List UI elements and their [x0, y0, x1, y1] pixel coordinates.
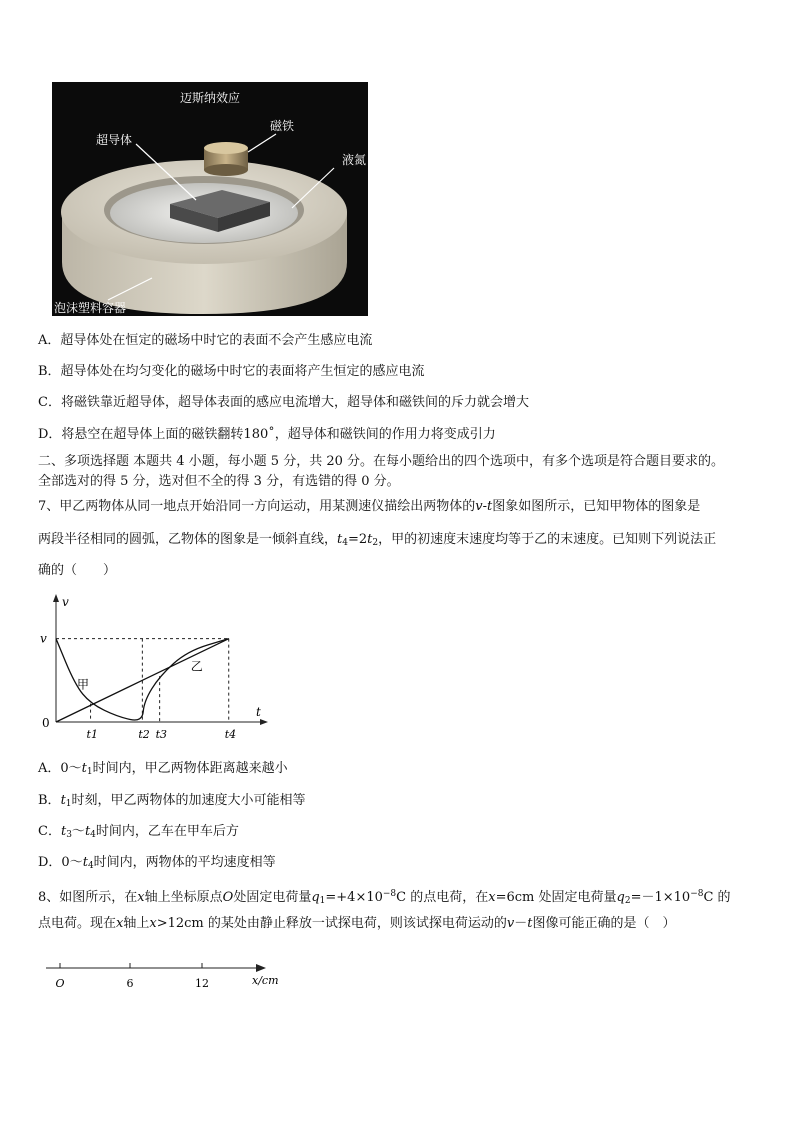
- vt-chart: [30, 592, 280, 742]
- x-axis-figure: [40, 958, 290, 994]
- q8-line2: 点电荷。现在x轴上x>12cm 的某处由静止释放一试探电荷，则该试探电荷运动的v－t图像可能正确的是（ ）: [38, 916, 676, 931]
- label-superconductor: 超导体: [96, 133, 133, 147]
- q6-option-c: C．将磁铁靠近超导体，超导体表面的感应电流增大，超导体和磁铁间的斥力就会增大: [38, 395, 529, 410]
- x-axis-arrow: [260, 719, 268, 725]
- photo-title: 迈斯纳效应: [179, 91, 241, 105]
- label-liquid-nitrogen: 液氮: [342, 153, 367, 167]
- q8-line1: 8、如图所示，在x轴上坐标原点O处固定电荷量$q_1=+4\times 10^{-8}C$ 的点电荷，在x=6cm 处固定电荷量$q_2=-1\times 10^{-8}C$ 的: [38, 889, 731, 906]
- series-label-jia: 甲: [77, 677, 90, 692]
- axis-label-x-cm: x/cm: [252, 974, 279, 987]
- x-tick-label-t2: t2: [138, 728, 150, 741]
- x-tick-label-t1: t1: [86, 728, 98, 741]
- x-axis-label: t: [256, 705, 261, 719]
- q7-line2: 两段半径相同的圆弧，乙物体的图象是一倾斜直线，$t_4=2t_2$，甲的初速度末速度均等于乙的末速度。已知则下列说法正: [38, 532, 717, 548]
- section2-line1: 二、多项选择题 本题共 4 小题，每小题 5 分，共 20 分。在每小题给出的四个选项中，有多个选项是符合题目要求的。: [38, 454, 725, 469]
- label-magnet: 磁铁: [270, 119, 295, 133]
- q7-option-a: A．$0\sim t_1$时间内，甲乙两物体距离越来越小: [38, 761, 288, 777]
- x-tick-label-t4: t4: [224, 728, 237, 741]
- section2-line2: 全部选对的得 5 分，选对但不全的得 3 分，有选错的得 0 分。: [38, 474, 400, 489]
- y-axis-label: v: [62, 595, 69, 609]
- label-foam-container: 泡沫塑料容器: [54, 301, 127, 315]
- y-tick-label-v: v: [40, 631, 47, 646]
- q7-line3: 确的（ ）: [38, 563, 117, 578]
- q6-option-a: A．超导体处在恒定的磁场中时它的表面不会产生感应电流: [38, 333, 373, 348]
- q7-option-c: C．$t_3\sim t_4$时间内，乙车在甲车后方: [38, 824, 239, 840]
- tick-label-o: O: [55, 977, 65, 990]
- q7-option-d: D．$0\sim t_4$时间内，两物体的平均速度相等: [38, 855, 276, 871]
- meissner-illustration: [52, 82, 368, 316]
- x-tick-label-t3: t3: [155, 728, 168, 741]
- series-label-yi: 乙: [190, 659, 203, 674]
- tick-label-6: 6: [126, 977, 134, 990]
- y-tick-label-0: 0: [42, 716, 50, 730]
- q6-option-b: B．超导体处在均匀变化的磁场中时它的表面将产生恒定的感应电流: [38, 364, 425, 379]
- y-axis-arrow: [53, 594, 59, 602]
- x-axis-arrow: [256, 964, 266, 972]
- q7-option-b: B．$t_1$时刻，甲乙两物体的加速度大小可能相等: [38, 793, 306, 809]
- q6-option-d: D．将悬空在超导体上面的磁铁翻转180˚，超导体和磁铁间的作用力将变成引力: [38, 427, 496, 442]
- q7-line1: 7、甲乙两物体从同一地点开始沿同一方向运动，用某测速仪描绘出两物体的v-t图象如图所示，已知甲物体的图象是: [38, 499, 701, 514]
- tick-label-12: 12: [195, 977, 209, 990]
- meissner-effect-photo: [52, 82, 368, 316]
